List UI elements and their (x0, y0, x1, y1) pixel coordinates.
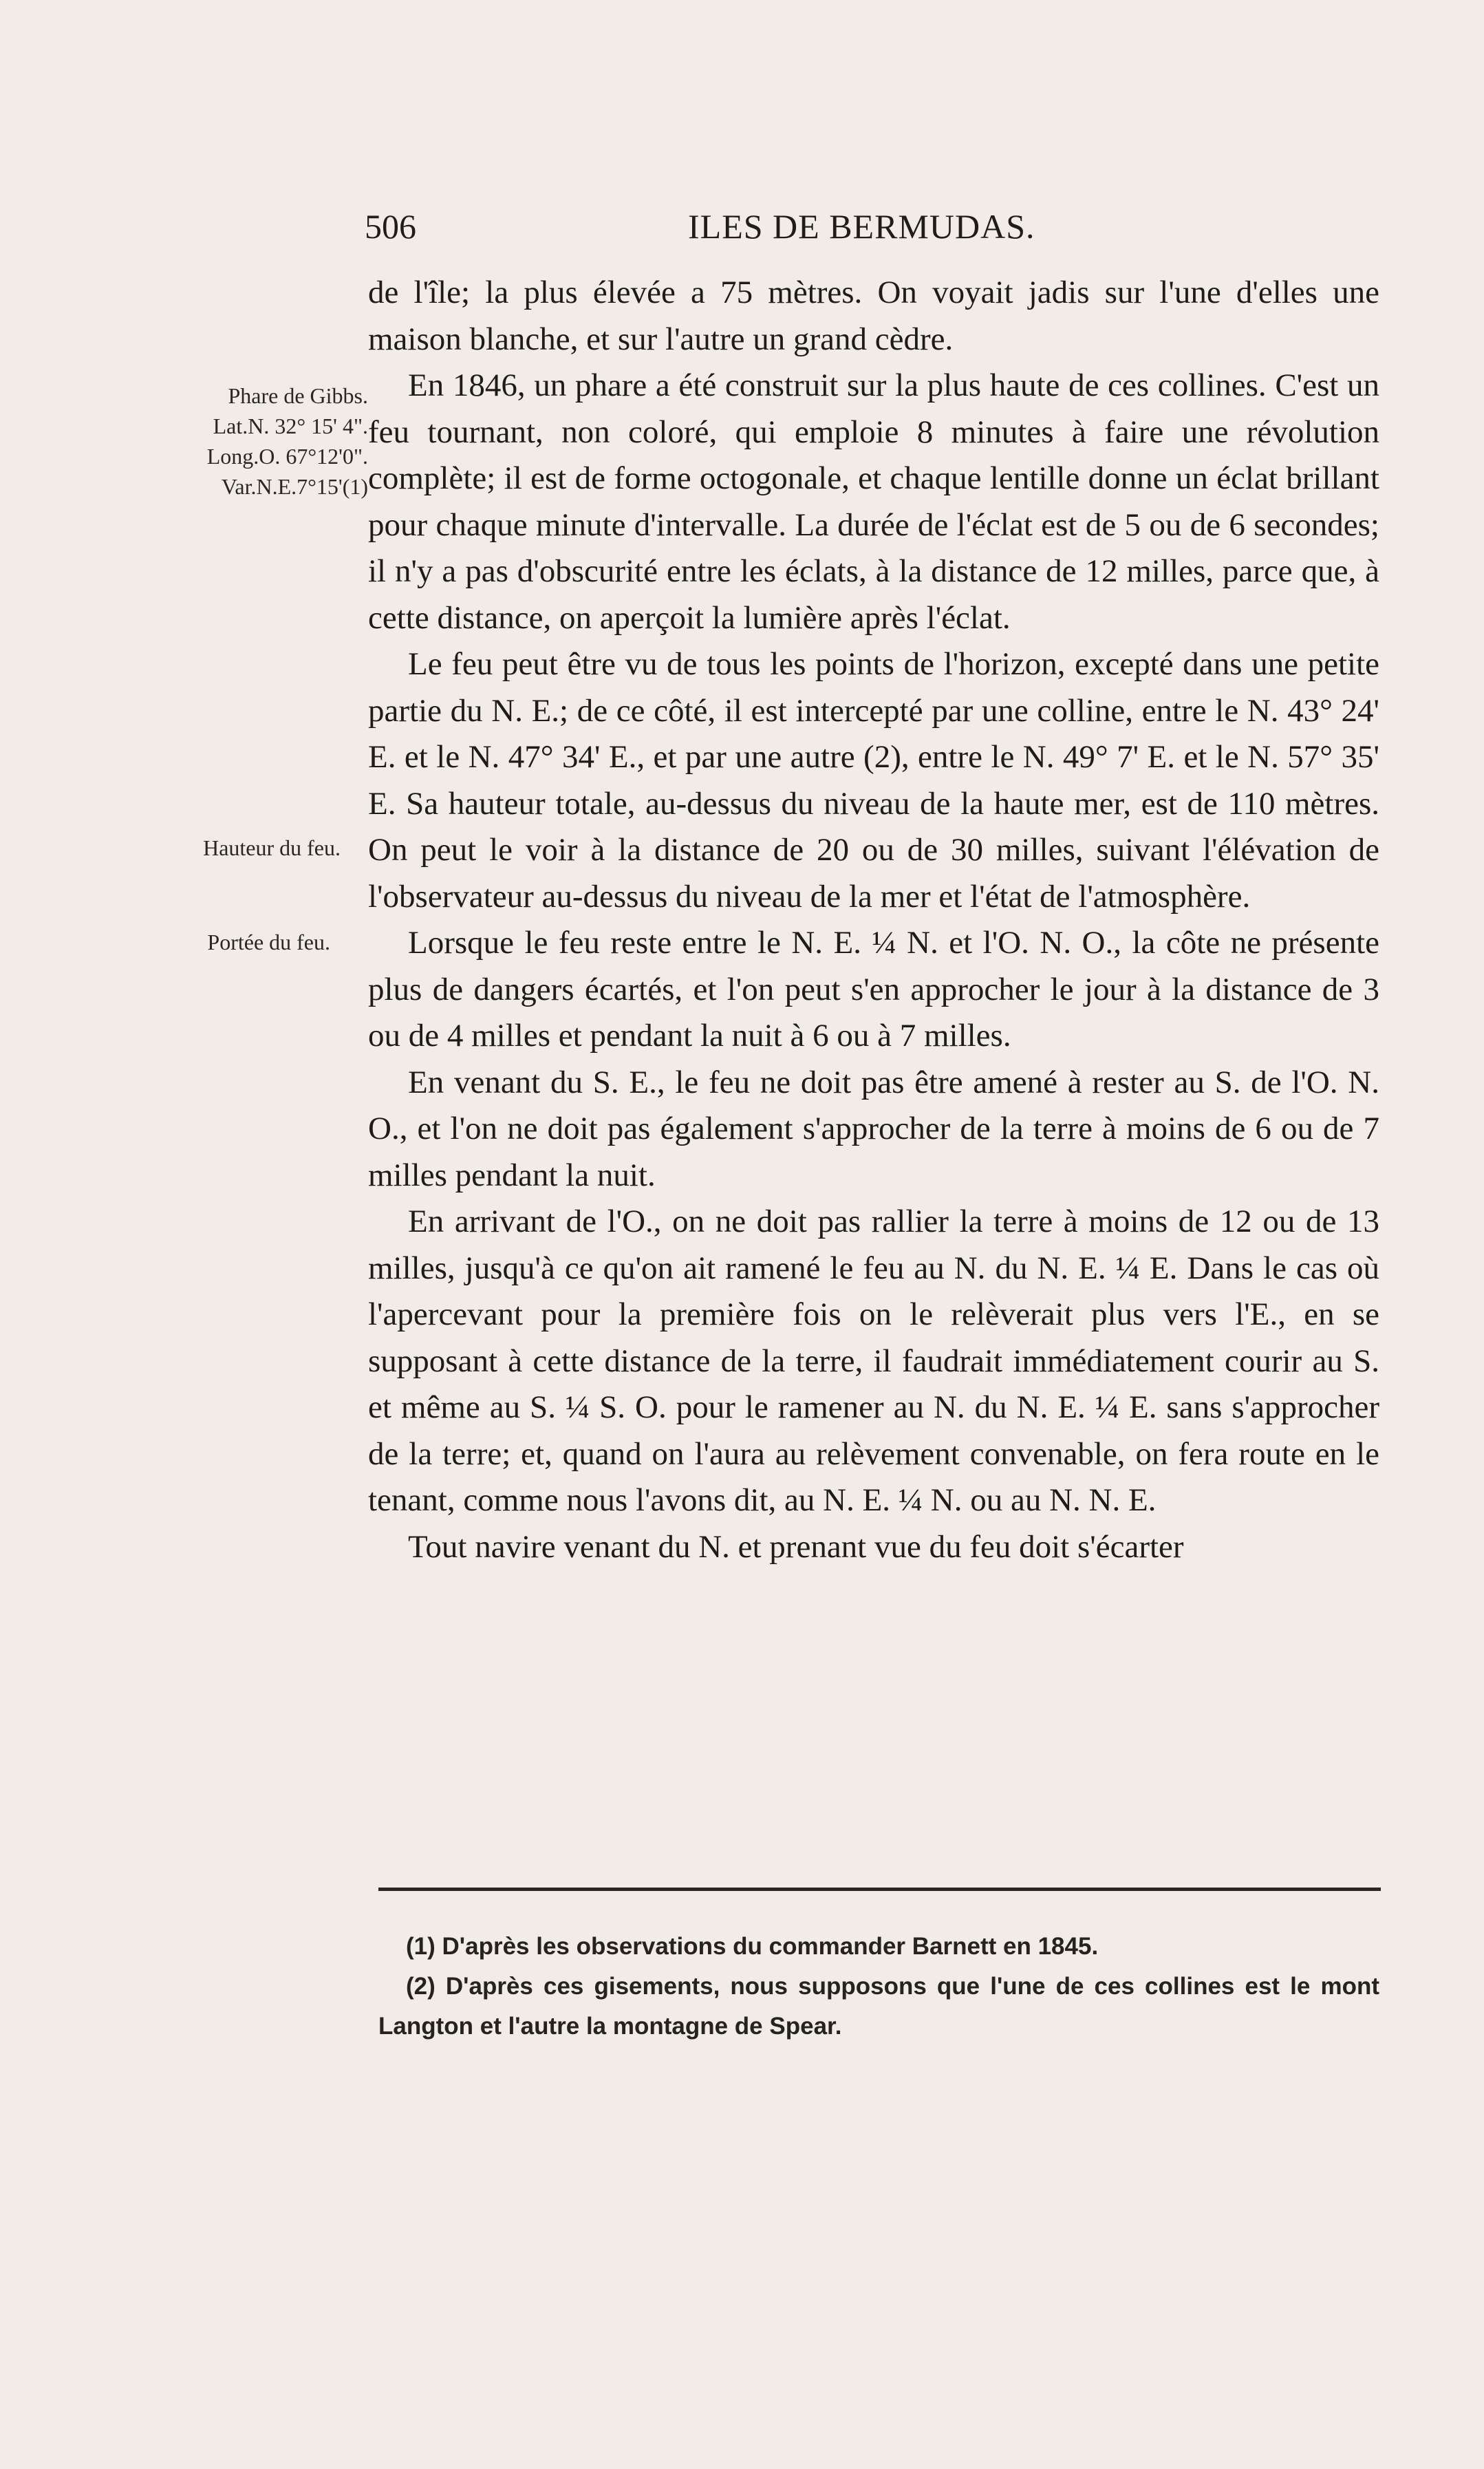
paragraph: Tout navire venant du N. et prenant vue du feu doit s'écarter (408, 1528, 1184, 1565)
margin-line: Var.N.E.7°15'(1) (221, 474, 368, 499)
margin-note-range: Portée du feu. (207, 930, 330, 954)
paragraph: Le feu peut être vu de tous les points de l'horizon, excepté dans une petite partie du N. E.; de ce côté, il est intercepté par une colline, entre le N. 43° 24' E. et le N. 47° 34' E., et par une autre (2), entre le N. 49° 7' E. et le N. 57° 35' E. Sa hauteur totale, au-dessus du niveau de la haute mer, est de 110 mètres. On peut le voir à la distance de 20 ou de 30 milles, suivant l'élévation de l'observateur au-dessus du niveau de la mer et l'état de l'atmosphère. (368, 646, 1379, 915)
body-text (368, 270, 1379, 1570)
margin-note-lighthouse (141, 381, 368, 502)
paragraph: En arrivant de l'O., on ne doit pas rallier la terre à moins de 12 ou de 13 milles, jusqu'à ce qu'on ait ramené le feu au N. du N. E. ¼ E. Dans le cas où l'apercevant pour la première fois on le relèverait plus vers l'E., en se supposant à cette distance de la terre, il faudrait immédiatement courir au S. et même au S. ¼ S. O. pour le ramener au N. du N. E. ¼ E. sans s'approcher de la terre; et, quand on l'aura au relèvement convenable, on fera route en le tenant, comme nous l'avons dit, au N. E. ¼ N. ou au N. N. E. (368, 1204, 1379, 1518)
paragraph: En 1846, un phare a été construit sur la plus haute de ces collines. C'est un feu tournant, non coloré, qui emploie 8 minutes à faire une révolution complète; il est de forme octogonale, et chaque lentille donne un éclat brillant pour chaque minute d'intervalle. La durée de l'éclat est de 5 ou de 6 secondes; il n'y a pas d'obscurité entre les éclats, à la distance de 12 milles, parce que, à cette distance, on aperçoit la lumière après l'éclat. (368, 367, 1379, 636)
margin-line: Phare de Gibbs. (228, 383, 368, 408)
margin-note-height: Hauteur du feu. (203, 835, 341, 860)
margin-line: Lat.N. 32° 15' 4". (213, 414, 368, 438)
page-header (365, 206, 1383, 255)
paragraph: En venant du S. E., le feu ne doit pas être amené à rester au S. de l'O. N. O., et l'on ne doit pas également s'approcher de la terre à moins de 6 ou de 7 milles pendant la nuit. (368, 1064, 1379, 1193)
footnote: (2) D'après ces gisements, nous supposons que l'une de ces collines est le mont Langton et l'autre la montagne de Spear. (378, 1973, 1379, 2040)
page-number: 506 (365, 207, 416, 246)
margin-line: Long.O. 67°12'0". (206, 444, 368, 469)
footnote: (1) D'après les observations du commander Barnett en 1845. (406, 1933, 1099, 1960)
paragraph: de l'île; la plus élevée a 75 mètres. On voyait jadis sur l'une d'elles une maison blanche, et sur l'autre un grand cèdre. (368, 275, 1379, 357)
running-title: ILES DE BERMUDAS. (688, 207, 1035, 246)
footnote-rule (378, 1888, 1381, 1891)
paragraph: Lorsque le feu reste entre le N. E. ¼ N. et l'O. N. O., la côte ne présente plus de dangers écartés, et l'on peut s'en approcher le jour à la distance de 3 ou de 4 milles et pendant la nuit à 6 ou à 7 milles. (368, 925, 1379, 1054)
footnotes (378, 1927, 1379, 2046)
